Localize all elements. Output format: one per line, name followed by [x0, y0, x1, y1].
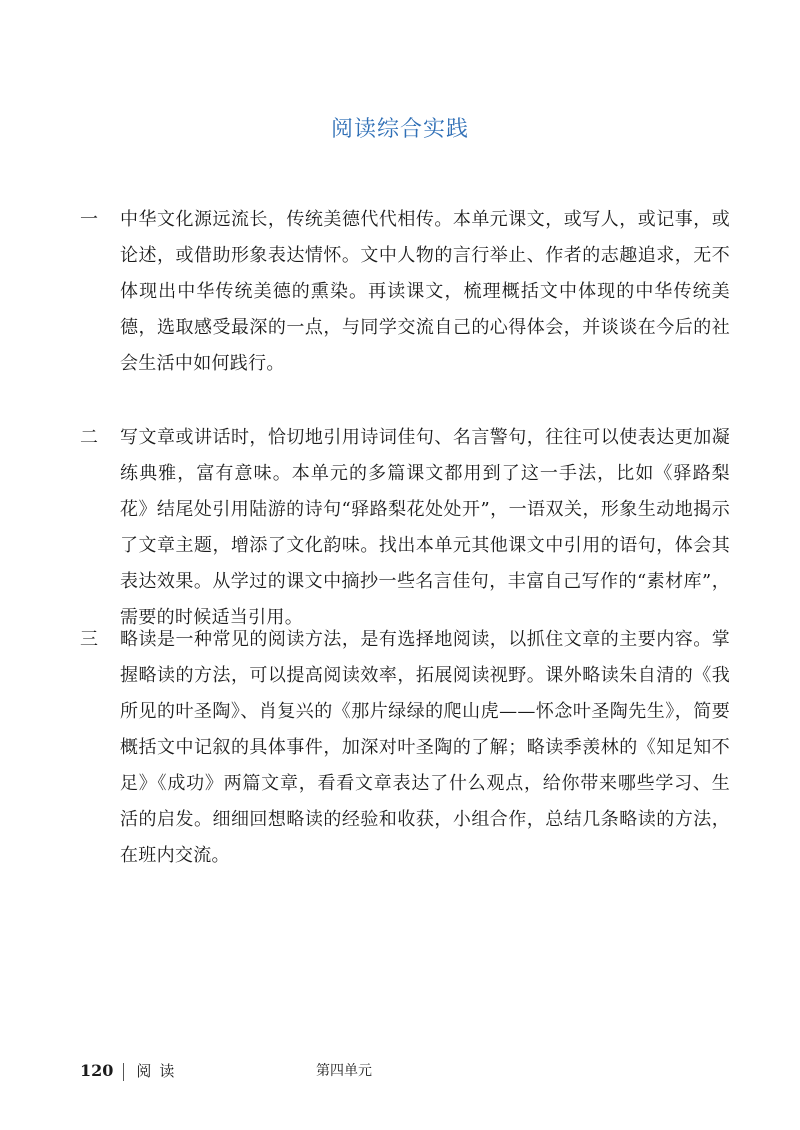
exercise-number: 一 — [80, 209, 98, 230]
footer-divider — [123, 1063, 124, 1081]
page-footer — [80, 1060, 372, 1081]
exercise-number: 三 — [80, 629, 98, 650]
page-title: 阅读综合实践 — [330, 117, 469, 142]
footer-unit: 第四单元 — [316, 1063, 372, 1079]
exercise-text: 写文章或讲话时，恰切地引用诗词佳句、名言警句，往往可以使表达更加凝练典雅，富有意味。本单元的多篇课文都用到了这一手法，比如《驿路梨花》结尾处引用陆游的诗句“驿路梨花处处开”，一语双关，形象生动地揭示了文章主题，增添了文化韵味。找出本单元其他课文中引用的语句，体会其表达效果。从学过的课文中摘抄一些名言佳句，丰富自己写作的“素材库”，需要的时候适当引用。 — [120, 427, 730, 628]
exercise-item — [80, 622, 730, 874]
footer-section: 阅读 — [136, 1062, 183, 1080]
exercise-text: 略读是一种常见的阅读方法，是有选择地阅读，以抓住文章的主要内容。掌握略读的方法，可以提高阅读效率，拓展阅读视野。课外略读朱自清的《我所见的叶圣陶》、肖复兴的《那片绿绿的爬山虎——怀念叶圣陶先生》，简要概括文中记叙的具体事件，加深对叶圣陶的了解；略读季羡林的《知足知不足》《成功》两篇文章，看看文章表达了什么观点，给你带来哪些学习、生活的启发。细细回想略读的经验和收获，小组合作，总结几条略读的方法，在班内交流。 — [120, 629, 730, 866]
exercise-number: 二 — [80, 427, 98, 448]
exercise-item — [80, 202, 730, 382]
page-number: 120 — [80, 1061, 114, 1080]
exercise-item — [80, 420, 730, 636]
exercise-text: 中华文化源远流长，传统美德代代相传。本单元课文，或写人，或记事，或论述，或借助形象表达情怀。文中人物的言行举止、作者的志趣追求，无不体现出中华传统美德的熏染。再读课文，梳理概括文中体现的中华传统美德，选取感受最深的一点，与同学交流自己的心得体会，并谈谈在今后的社会生活中如何践行。 — [120, 209, 730, 374]
